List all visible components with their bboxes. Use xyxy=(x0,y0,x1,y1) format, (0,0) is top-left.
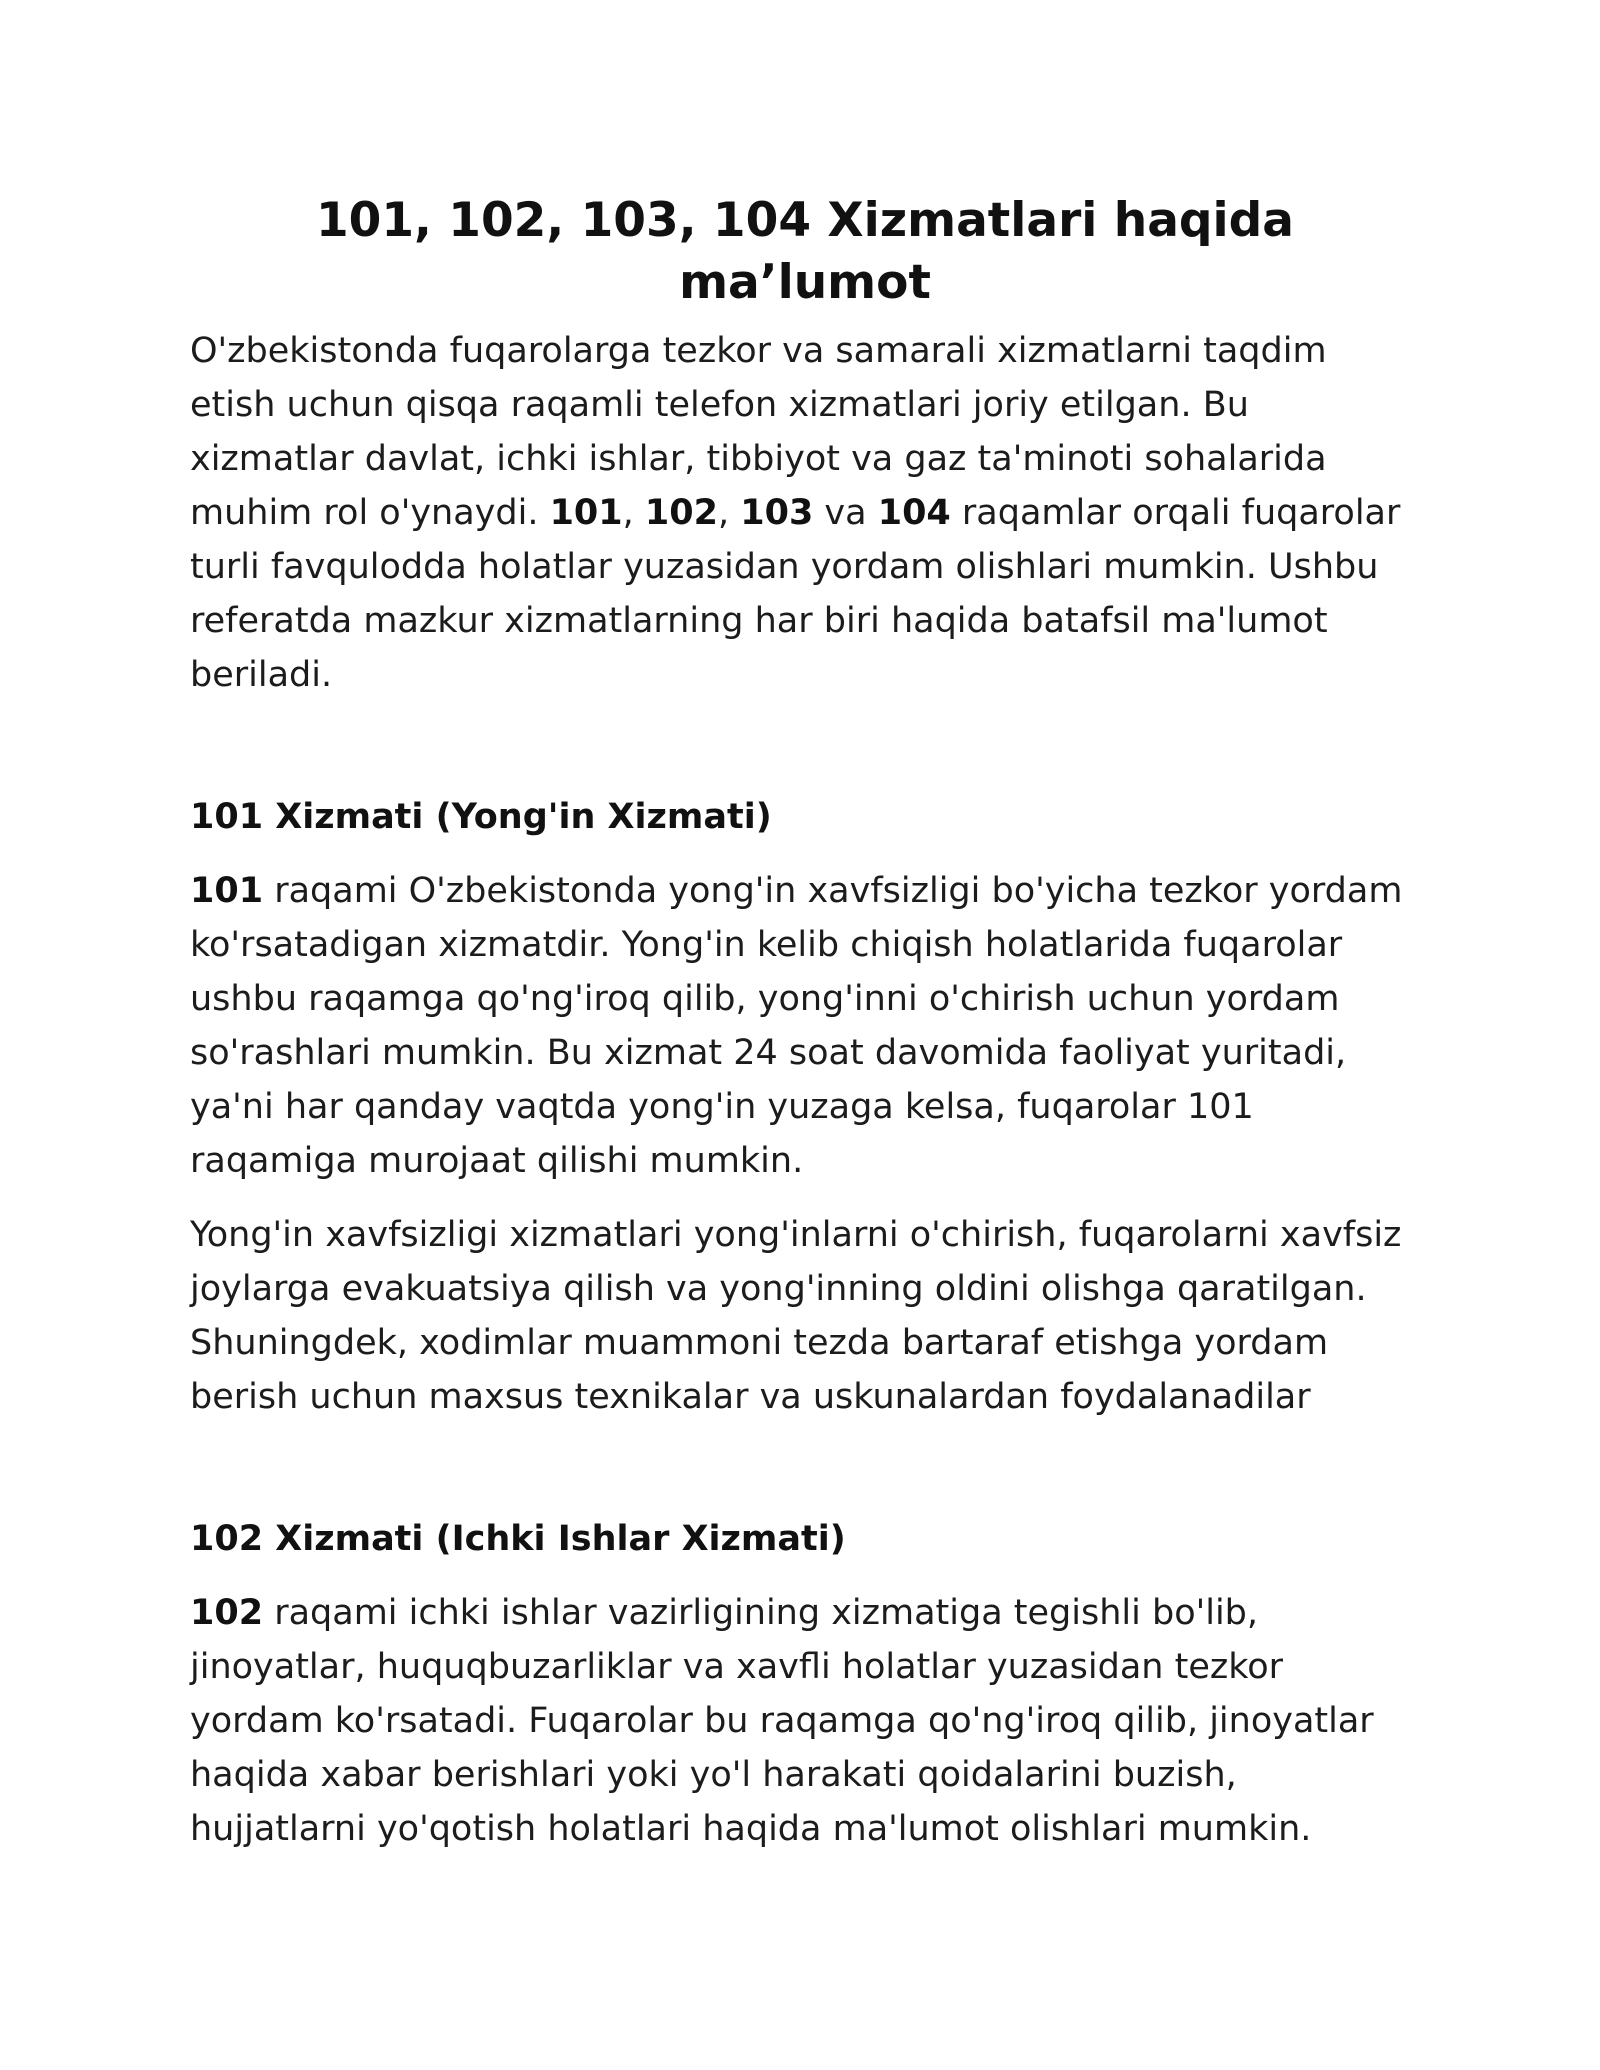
section-102-text: raqami ichki ishlar vazirligining xizmatiga tegishli bo'lib, jinoyatlar, huquqbuzarliklar va xavfli holatlar yuzasidan tezkor yordam ko'rsatadi. Fuqarolar bu raqamga qo'ng'iroq qilib, jinoyatlar haqida xabar berishlari yoki yo'l harakati qoidalarini buzish, hujjatlarni yo'qotish holatlari haqida ma'lumot olishlari mumkin. xyxy=(190,1593,1374,1849)
section-101-text: raqami O'zbekistonda yong'in xavfsizligi bo'yicha tezkor yordam ko'rsatadigan xizmatdir. Yong'in kelib chiqish holatlarida fuqarolar ushbu raqamga qo'ng'iroq qilib, yong'inni o'chirish uchun yordam so'rashlari mumkin. Bu xizmat 24 soat davomida faoliyat yuritadi, ya'ni har qanday vaqtda yong'in yuzaga kelsa, fuqarolar 101 raqamiga murojaat qilishi mumkin. xyxy=(190,871,1403,1181)
intro-number-103: 103 xyxy=(740,493,814,533)
section-101-paragraph-1 xyxy=(190,864,1420,1188)
section-101-paragraph-2: Yong'in xavfsizligi xizmatlari yong'inlarni o'chirish, fuqarolarni xavfsiz joylarga evakuatsiya qilish va yong'inning oldini olishga qaratilgan. Shuningdek, xodimlar muammoni tezda bartaraf etishga yordam berish uchun maxsus texnikalar va uskunalardan foydalanadilar xyxy=(190,1215,1402,1417)
intro-text-part2: raqamlar orqali fuqarolar turli favqulodda holatlar yuzasidan yordam olishlari mumkin. Ushbu referatda mazkur xizmatlarning har biri haqida batafsil ma'lumot beriladi. xyxy=(190,493,1401,695)
section-102-paragraph-1 xyxy=(190,1586,1420,1856)
section-102-number: 102 xyxy=(190,1593,264,1633)
section-heading-101: 101 Xizmati (Yong'in Xizmati) xyxy=(190,797,772,837)
document-content xyxy=(190,190,1420,1856)
intro-number-102: 102 xyxy=(644,493,718,533)
intro-text-part1: O'zbekistonda fuqarolarga tezkor va samarali xizmatlarni taqdim etish uchun qisqa raqamli telefon xizmatlari joriy etilgan. Bu xizmatlar davlat, ichki ishlar, tibbiyot va gaz ta'minoti sohalarida muhim rol o'ynaydi. xyxy=(190,331,1327,533)
intro-number-104: 104 xyxy=(877,493,951,533)
intro-separator: , xyxy=(717,493,741,533)
intro-paragraph xyxy=(190,324,1420,702)
document-title: 101, 102, 103, 104 Xizmatlari haqida ma’lumot xyxy=(315,193,1295,310)
section-101-number: 101 xyxy=(190,871,264,911)
intro-separator: va xyxy=(813,493,878,533)
intro-number-101: 101 xyxy=(549,493,623,533)
section-heading-102: 102 Xizmati (Ichki Ishlar Xizmati) xyxy=(190,1519,846,1559)
intro-separator: , xyxy=(622,493,645,533)
